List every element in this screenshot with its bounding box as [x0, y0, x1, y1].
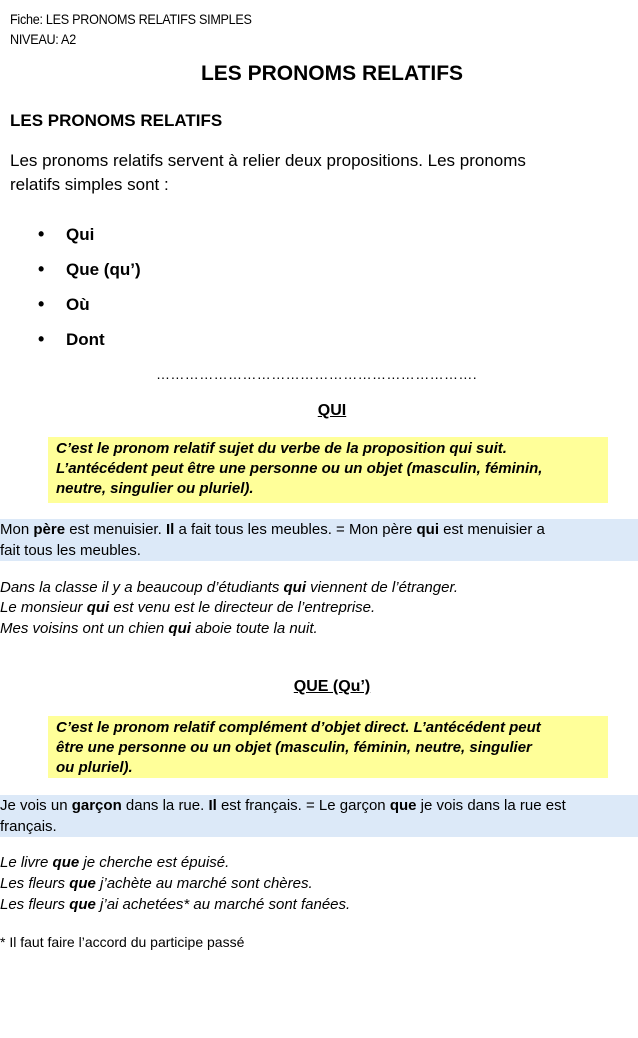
qui-example-1: Dans la classe il y a beaucoup d’étudiants qui viennent de l’étranger.: [0, 579, 459, 596]
bullet-icon: •: [38, 294, 45, 314]
qui-heading: QUI: [317, 402, 347, 419]
qui-example-highlight: Mon père est menuisier. Il a fait tous les meubles. = Mon père qui est menuisier a fait tous les meubles.: [0, 519, 638, 561]
qui-example-3: Mes voisins ont un chien qui aboie toute la nuit.: [0, 620, 318, 637]
page-title: LES PRONOMS RELATIFS: [200, 62, 464, 85]
bullet-icon: •: [38, 329, 45, 349]
list-item: • Que (qu’): [38, 259, 141, 279]
que-heading: QUE (Qu’): [293, 678, 371, 695]
bullet-icon: •: [38, 259, 45, 279]
intro-line-2: relatifs simples sont :: [10, 175, 169, 194]
section-subtitle: LES PRONOMS RELATIFS: [10, 111, 223, 130]
qui-example-2: Le monsieur qui est venu est le directeur de l’entreprise.: [0, 599, 376, 616]
bullet-icon: •: [38, 224, 45, 244]
que-example-highlight: Je vois un garçon dans la rue. Il est français. = Le garçon que je vois dans la rue est français.: [0, 795, 638, 837]
list-item: • Dont: [38, 329, 105, 349]
qui-definition-box: C’est le pronom relatif sujet du verbe de la proposition qui suit. L’antécédent peut être une personne ou un objet (masculin, féminin, neutre, singulier ou pluriel).: [48, 437, 608, 503]
dotted-separator: ………………………………………………………….: [156, 366, 478, 382]
que-definition-box: C’est le pronom relatif complément d’objet direct. L’antécédent peut être une personne ou un objet (masculin, féminin, neutre, singulier ou pluriel).: [48, 716, 608, 778]
list-item: • Qui: [38, 224, 95, 244]
que-example-3: Les fleurs que j’ai achetées* au marché sont fanées.: [0, 896, 351, 913]
relative-pronoun-list: [38, 217, 141, 357]
que-example-1: Le livre que je cherche est épuisé.: [0, 854, 230, 871]
level-label: NIVEAU: A2: [10, 31, 76, 47]
que-example-2: Les fleurs que j’achète au marché sont chères.: [0, 875, 313, 892]
agreement-note: * Il faut faire l’accord du participe passé: [0, 934, 245, 950]
intro-line-1: Les pronoms relatifs servent à relier deux propositions. Les pronoms: [10, 151, 526, 170]
worksheet-label: Fiche: LES PRONOMS RELATIFS SIMPLES: [10, 11, 252, 27]
list-item: • Où: [38, 294, 90, 314]
